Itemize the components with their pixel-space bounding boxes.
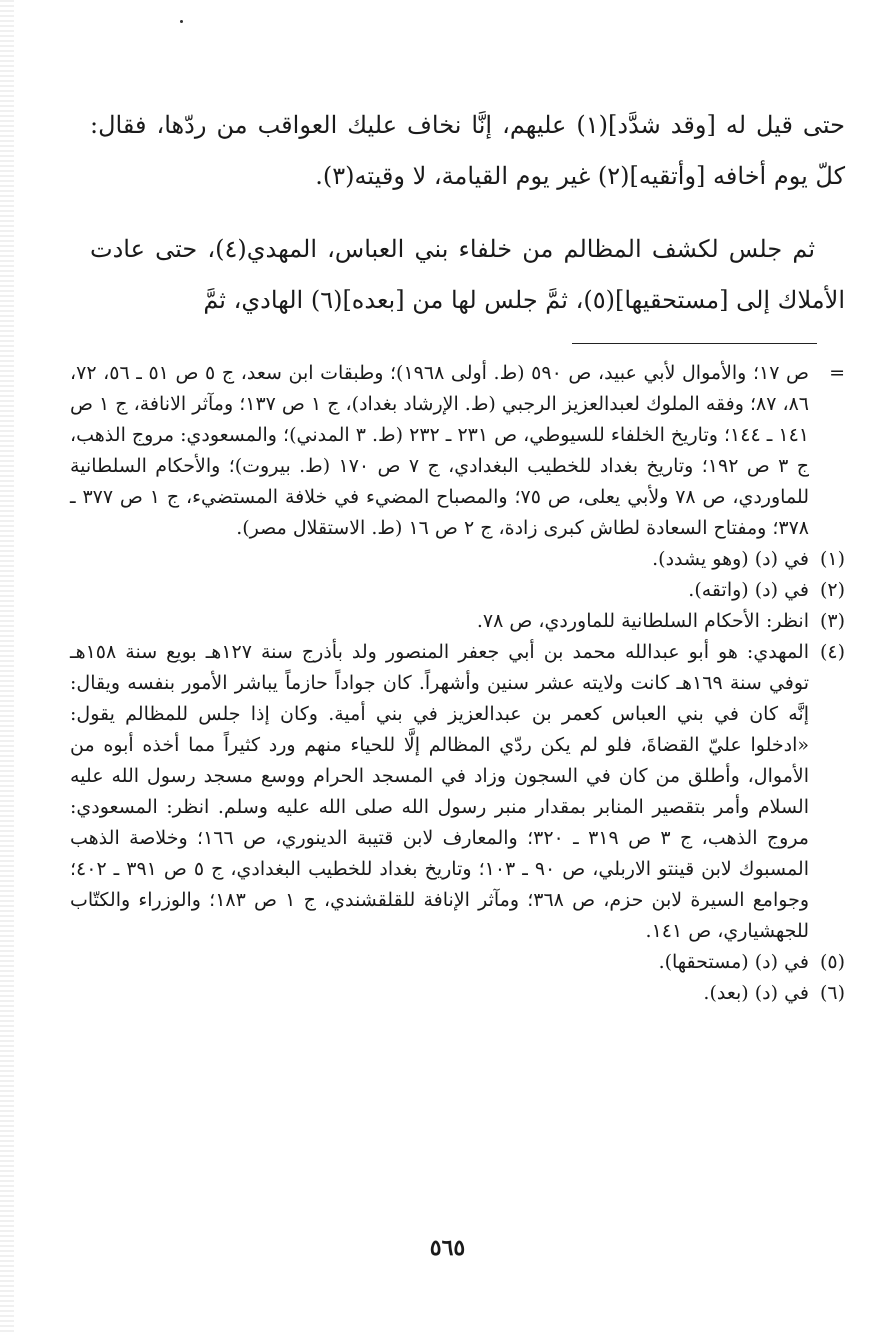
footnote-marker: (٦) [819, 982, 845, 1004]
footnote-separator [572, 343, 817, 344]
footnote-3 [70, 606, 845, 637]
footnote-text: المهدي: هو أبو عبدالله محمد بن أبي جعفر المنصور ولد بأذرج سنة ١٢٧هـ بويع سنة ١٥٨هـ توفي سنة ١٦٩هـ كانت ولايته عشر سنين وأشهراً. كان جواداً حازماً يباشر الأمور بنفسه ويقال: إنَّه كان في بني العباس كعمر بن عبدالعزيز في بني أمية. وكان إذا جلس للمظالم يقول: «ادخلوا عليّ القضاةَ، فلو لم يكن ردّي المظالم إلَّا للحياء منهم ورد كثيراً مما أخذه أبوه من الأموال، وأطلق من كان في السجون وزاد في المسجد الحرام ووسع مسجد رسول الله عليه السلام وأمر بتقصير المنابر بمقدار منبر رسول الله صلى الله عليه وسلم. انظر: المسعودي: مروج الذهب، ج ٣ ص ٣١٩ ـ ٣٢٠؛ والمعارف لابن قتيبة الدينوري، ص ١٦٦؛ وخلاصة الذهب المسبوك لابن قينتو الاربلي، ص ٩٠ ـ ١٠٣؛ وتاريخ بغداد للخطيب البغدادي، ج ٥ ص ٣٩١ ـ ٤٠٢؛ وجوامع السيرة لابن حزم، ص ٣٦٨؛ ومآثر الإنافة للقلقشندي، ج ١ ص ١٨٣؛ والوزراء والكتّاب للجهشياري، ص ١٤١. [70, 641, 810, 942]
page-number: ٥٦٥ [429, 1235, 466, 1261]
footnote-text: ص ١٧؛ والأموال لأبي عبيد، ص ٥٩٠ (ط. أولى ١٩٦٨)؛ وطبقات ابن سعد، ج ٥ ص ٥١ ـ ٥٦، ٧٢، ٨٦، ٨٧؛ وفقه الملوك لعبدالعزيز الرجبي (ط. الإرشاد بغداد)، ج ١ ص ١٣٧؛ ومآثر الانافة، ج ١ ص ١٤١ ـ ١٤٤؛ وتاريخ الخلفاء للسيوطي، ص ٢٣١ ـ ٢٣٢ (ط. ٣ المدني)؛ والمسعودي: مروج الذهب، ج ٣ ص ١٩٢؛ وتاريخ بغداد للخطيب البغدادي، ج ٧ ص ١٧٠ (ط. بيروت)؛ والأحكام السلطانية للماوردي، ص ٧٨ ولأبي يعلى، ص ٧٥؛ والمصباح المضيء في خلافة المستضيء، ج ١ ص ٣٧٧ ـ ٣٧٨؛ ومفتاح السعادة لطاش كبرى زادة، ج ٢ ص ١٦ (ط. الاستقلال مصر). [70, 362, 810, 539]
footnote-1 [70, 544, 845, 575]
footnote-text: في (د) (واتقه). [688, 579, 809, 601]
scan-gutter [0, 0, 14, 1335]
footnote-marker: = [829, 362, 845, 384]
scan-speck [180, 20, 183, 23]
footnote-6 [70, 978, 845, 1009]
footnote-text: انظر: الأحكام السلطانية للماوردي، ص ٧٨. [476, 610, 809, 632]
footnote-continuation [70, 358, 845, 544]
footnote-marker: (٣) [819, 610, 845, 632]
main-text [90, 100, 845, 348]
footnote-marker: (٥) [819, 951, 845, 973]
footnote-4 [70, 637, 845, 947]
footnote-text: في (د) (مستحقها). [658, 951, 809, 973]
footnote-marker: (١) [819, 548, 845, 570]
footnotes [70, 358, 845, 1009]
footnote-text: في (د) (وهو يشدد). [652, 548, 809, 570]
footnote-marker: (٢) [819, 579, 845, 601]
main-paragraph-1: حتى قيل له [وقد شدَّد](١) عليهم، إنَّا نخاف عليك العواقب من ردّها، فقال: كلّ يوم أخافه [وأتقيه](٢) غير يوم القيامة، لا وقيته(٣). [90, 111, 846, 190]
footnote-text: في (د) (بعد). [703, 982, 809, 1004]
footnote-2 [70, 575, 845, 606]
main-paragraph-2: ثم جلس لكشف المظالم من خلفاء بني العباس، المهدي(٤)، حتى عادت الأملاك إلى [مستحقيها](٥)، ثمَّ جلس لها من [بعده](٦) الهادي، ثمَّ [90, 235, 845, 314]
footnote-marker: (٤) [819, 641, 845, 663]
footnote-5 [70, 947, 845, 978]
